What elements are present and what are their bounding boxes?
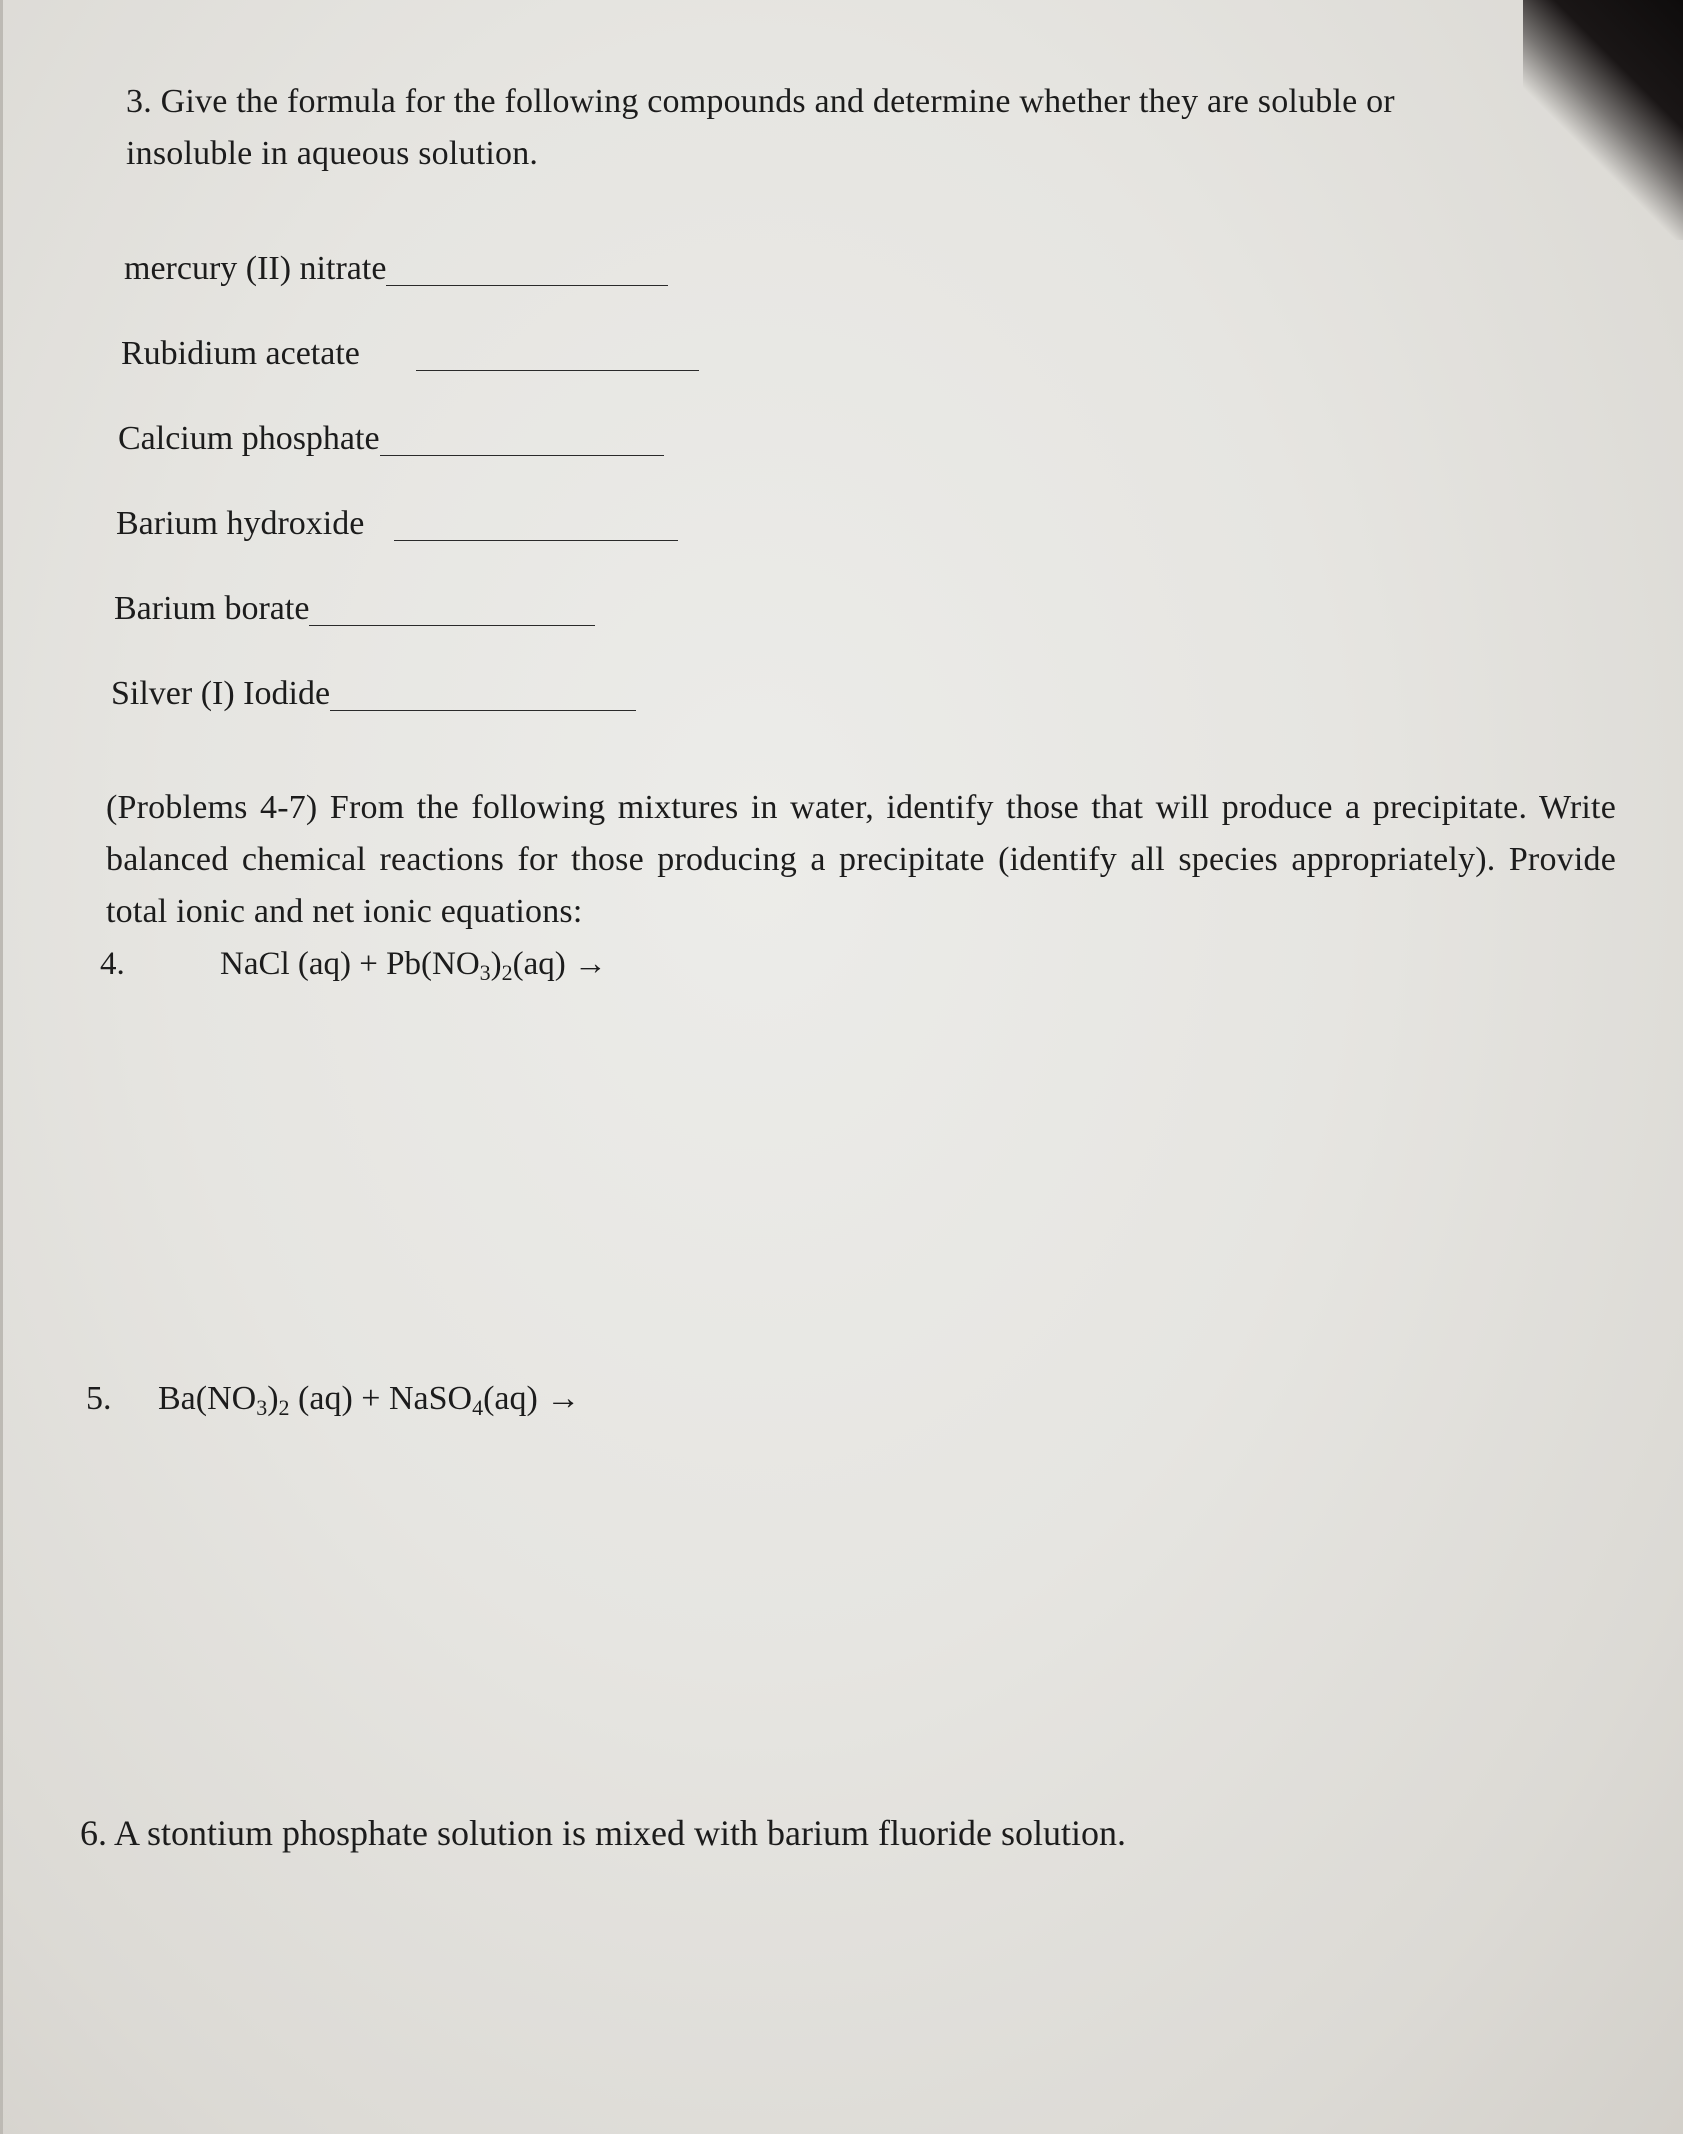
answer-blank[interactable] [394,510,678,541]
question-3-line-2: insoluble in aqueous solution. [126,135,539,172]
problem-4-equation-part: ) [490,946,502,982]
compound-label: Calcium phosphate [118,420,380,457]
answer-blank[interactable] [330,680,636,711]
problem-6: 6. A stontium phosphate solution is mixed with barium fluoride solution. [80,1813,1126,1853]
compound-item [114,590,595,628]
compound-item [116,505,678,543]
compound-item [124,250,668,288]
question-3 [126,76,1596,180]
problem-5 [86,1380,580,1418]
compound-label: Rubidium acetate [121,335,360,372]
problems-intro-text: (Problems 4-7) From the following mixtures in water, identify those that will produce a precipitate. Write balanced chemical reactions for those producing a precipitate (identify all species appropriately). Provide total ionic and net ionic equations: [106,789,1616,930]
problem-5-subscript: 4 [472,1395,484,1420]
problem-5-equation-part: (aq) + NaSO [289,1380,473,1417]
answer-blank[interactable] [386,255,668,286]
problem-5-subscript: 3 [256,1395,268,1420]
question-3-line-1: 3. Give the formula for the following compounds and determine whether they are soluble or [126,83,1395,120]
problem-4-subscript: 3 [479,960,491,985]
compound-item [111,675,636,713]
problem-5-equation-part: ) [267,1380,279,1417]
compound-label: mercury (II) nitrate [124,250,387,287]
compound-label: Barium borate [114,590,310,627]
compound-item [121,335,699,373]
problem-5-number: 5. [86,1380,112,1417]
problem-4-equation-part: NaCl (aq) + Pb(NO [220,946,480,982]
problem-4-number: 4. [100,946,125,982]
problem-5-equation-part: (aq) → [483,1380,581,1417]
answer-blank[interactable] [380,425,664,456]
problem-4-subscript: 2 [501,960,513,985]
problem-5-equation-part: Ba(NO [158,1380,257,1417]
answer-blank[interactable] [416,340,699,371]
problem-4-equation-part: (aq) → [512,946,608,982]
answer-blank[interactable] [309,595,595,626]
problems-intro [106,782,1616,938]
compound-label: Silver (I) Iodide [111,675,331,712]
compound-item [118,420,664,458]
problem-5-subscript: 2 [278,1395,290,1420]
compound-label: Barium hydroxide [116,505,365,542]
page-edge [0,0,3,2134]
problem-4 [100,946,607,983]
